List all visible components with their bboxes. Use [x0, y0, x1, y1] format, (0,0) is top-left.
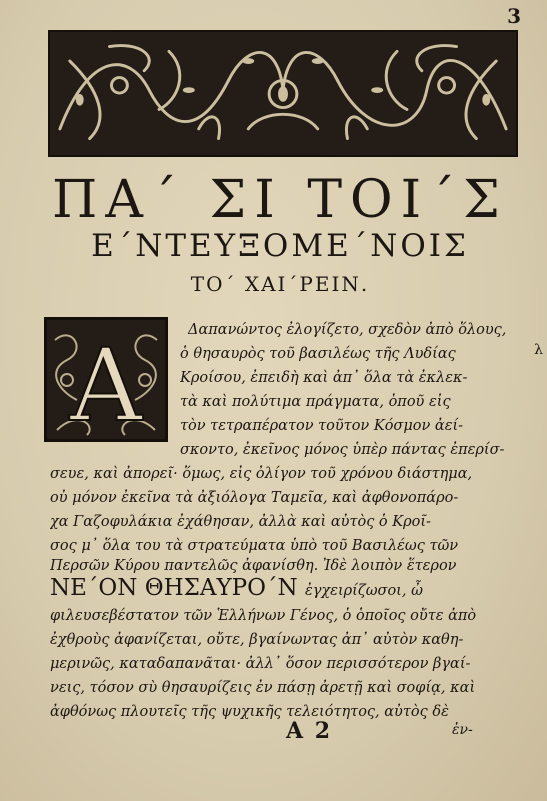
text-fragment: ἐγχειρίζωσοι, ὦ	[304, 583, 423, 599]
new-treasure-heading: ΝΕ΄ΟΝ ΘΗΣΑΥΡΟ΄Ν	[50, 575, 298, 601]
text-line: ἀφθόνως πλουτεῖς τῆς ψυχικῆς τελειότητος, αὐτὸς δὲ	[50, 704, 449, 720]
text-line: σκοντο, ἐκεῖνος μόνος ὑπὲρ πάντας ἐπερίσ-	[180, 442, 505, 458]
emphasized-line	[50, 574, 520, 605]
margin-mark: λ	[534, 342, 543, 358]
text-line: ἐχθροὺς ἀφανίζεται, οὔτε, βγαίνωντας ἀπ᾿ αὐτὸν καθη-	[50, 632, 464, 648]
text-line: σευε, καὶ ἀπορεῖ· ὅμως, εἰς ὀλίγον τοῦ χρόνου διάστημα,	[50, 466, 473, 482]
text-line: τὸν τετραπέρατον τοῦτον Κόσμον ἀεί-	[180, 418, 464, 434]
text-line: ὁ θησαυρὸς τοῦ βασιλέως τῆς Λυδίας	[180, 346, 456, 362]
text-line: νεις, τόσον σὺ θησαυρίζεις ἐν πάσῃ ἀρετῇ καὶ σοφίᾳ, καὶ	[50, 680, 476, 696]
text-line: σος μ᾿ ὅλα του τὰ στρατεύματα ὑπὸ τοῦ Βασιλέως τῶν	[50, 538, 459, 554]
text-line: Περσῶν Κύρου παντελῶς ἀφανίσθη. Ἰδὲ λοιπὸν ἕτερον	[50, 558, 457, 574]
text-line: Δαπανώντος ἐλογίζετο, σχεδὸν ἀπὸ ὅλους,	[188, 322, 507, 338]
text-line: τὰ καὶ πολύτιμα πράγματα, ὁποῦ εἰς	[180, 394, 451, 410]
initial-letter: Α	[69, 327, 143, 439]
text-line: φιλευσεβέστατον τῶν Ἑλλήνων Γένος, ὁ ὁποῖος οὔτε ἀπὸ	[50, 608, 477, 624]
page-number: 3	[507, 4, 521, 28]
text-line: οὐ μόνον ἐκεῖνα τὰ ἀξιόλογα Ταμεῖα, καὶ ἀφθονοπάρο-	[50, 490, 459, 506]
signature-mark: Α 2	[286, 718, 333, 744]
text-line: μερινῶς, καταδαπανᾶται· ἀλλ᾿ ὅσον περισσότερον βγαί-	[50, 656, 471, 672]
catchword: ἐν-	[452, 722, 473, 738]
text-line: Κροίσου, ἐπειδὴ καὶ ἀπ᾿ ὅλα τὰ ἐκλεκ-	[180, 370, 468, 386]
title-line-2: Ε΄ΝΤΕΥΞΟΜΕ΄ΝΟΙΣ	[91, 228, 469, 264]
text-line: χα Γαζοφυλάκια ἐχάθησαν, ἀλλὰ καὶ αὐτὸς ὁ Κροῖ-	[50, 514, 431, 530]
title-line-3: ΤΟ΄ ΧΑΙ΄ΡΕΙΝ.	[190, 272, 370, 296]
title-line-1: ΠΑ΄ ΣΙ ΤΟΙ΄Σ	[52, 170, 508, 230]
ornamental-headpiece	[48, 30, 518, 157]
decorated-initial	[44, 317, 168, 442]
